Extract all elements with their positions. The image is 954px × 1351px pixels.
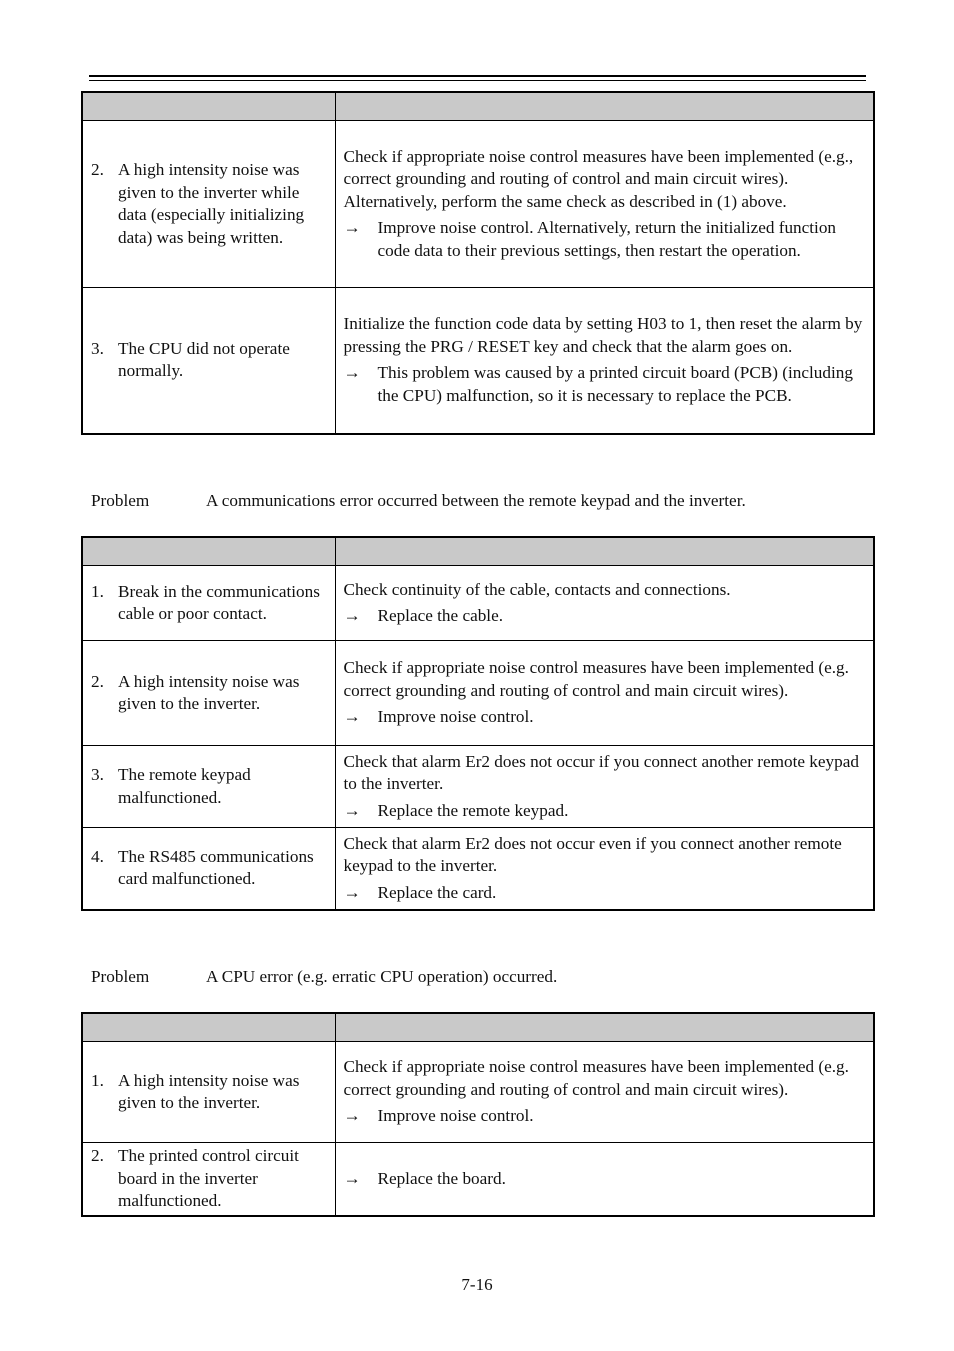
cause-number: 4. xyxy=(91,846,104,866)
header-rule-thin xyxy=(89,80,866,81)
cause-text: A high intensity noise was given to the inverter. xyxy=(118,671,300,713)
problem-text: A CPU error (e.g. erratic CPU operation) occurred. xyxy=(206,967,558,986)
check-text: Check that alarm Er2 does not occur if you connect another remote keypad to the inverter. xyxy=(343,751,859,794)
cause-text: The CPU did not operate normally. xyxy=(118,338,290,381)
cause-check-table-1 xyxy=(81,91,875,435)
action-text: This problem was caused by a printed circuit board (PCB) (including the CPU) malfunction, so it is necessary to replace the PCB. xyxy=(377,363,853,405)
cause-check-table-3 xyxy=(81,1012,875,1217)
table-row xyxy=(82,288,874,434)
cause-cell xyxy=(82,1042,335,1143)
cause-text: The printed control circuit board in the inverter malfunctioned. xyxy=(118,1146,299,1210)
cause-number: 1. xyxy=(91,1070,104,1090)
arrow-icon: → xyxy=(343,882,361,902)
header-cell-cause xyxy=(82,92,335,121)
cause-number: 2. xyxy=(91,160,104,179)
action-text: Improve noise control. xyxy=(377,1106,534,1126)
page-number: 7-16 xyxy=(461,1275,493,1294)
header-cell-check xyxy=(335,1013,874,1042)
table-header-row xyxy=(82,1013,874,1042)
check-cell xyxy=(335,1042,874,1143)
check-cell xyxy=(335,641,874,746)
problem-statement xyxy=(91,967,557,987)
cause-cell xyxy=(82,121,335,288)
cause-number: 3. xyxy=(91,765,104,784)
check-text: Check if appropriate noise control measures have been implemented (e.g. correct grounding and routing of control and main circuit wires). xyxy=(343,1057,849,1099)
action-text: Improve noise control. Alternatively, return the initialized function code data to their previous settings, then restart the operation. xyxy=(377,218,837,260)
problem-statement xyxy=(91,491,746,511)
check-cell xyxy=(335,1143,874,1216)
header-cell-cause xyxy=(82,1013,335,1042)
cause-text: A high intensity noise was given to the inverter while data (especially initializing data) was being written. xyxy=(118,160,305,247)
cause-text: Break in the communications cable or poor contact. xyxy=(118,581,320,623)
header-rule-thick xyxy=(89,75,866,77)
arrow-icon: → xyxy=(343,1168,361,1188)
cause-text: A high intensity noise was given to the inverter. xyxy=(118,1070,300,1112)
action-text: Improve noise control. xyxy=(377,707,534,727)
check-cell xyxy=(335,828,874,910)
cause-cell xyxy=(82,566,335,641)
table-row xyxy=(82,828,874,910)
action-text: Replace the board. xyxy=(377,1168,506,1188)
check-text: Initialize the function code data by setting H03 to 1, then reset the alarm by pressing the PRG / RESET key and check that the alarm goes on. xyxy=(343,314,863,356)
cause-number: 2. xyxy=(91,671,104,691)
check-cell xyxy=(335,566,874,641)
cause-cell xyxy=(82,746,335,828)
check-text: Check continuity of the cable, contacts and connections. xyxy=(343,579,731,599)
table-row xyxy=(82,121,874,288)
check-text: Check if appropriate noise control measures have been implemented (e.g. correct grounding and routing of control and main circuit wires). xyxy=(343,658,849,700)
check-text: Check that alarm Er2 does not occur even if you connect another remote keypad to the inverter. xyxy=(343,833,842,875)
check-text: Check if appropriate noise control measures have been implemented (e.g., correct grounding and routing of control and main circuit wires). Alternatively, perform the same check as described in (1) above. xyxy=(343,146,854,211)
table-row xyxy=(82,1042,874,1143)
action-text: Replace the card. xyxy=(377,882,497,902)
cause-cell xyxy=(82,641,335,746)
cause-cell xyxy=(82,288,335,434)
cause-number: 2. xyxy=(91,1146,104,1165)
cause-number: 3. xyxy=(91,338,104,358)
cause-check-table-2 xyxy=(81,536,875,911)
table-row xyxy=(82,566,874,641)
arrow-icon: → xyxy=(343,707,361,727)
arrow-icon: → xyxy=(343,800,361,820)
problem-label: Problem xyxy=(91,967,150,986)
problem-text: A communications error occurred between the remote keypad and the inverter. xyxy=(206,491,746,510)
table-header-row xyxy=(82,92,874,121)
table-row xyxy=(82,746,874,828)
cause-text: The remote keypad malfunctioned. xyxy=(118,765,251,807)
check-cell xyxy=(335,121,874,288)
table-header-row xyxy=(82,537,874,566)
cause-cell xyxy=(82,1143,335,1216)
check-cell xyxy=(335,746,874,828)
arrow-icon: → xyxy=(343,606,361,625)
cause-text: The RS485 communications card malfunctioned. xyxy=(118,846,314,889)
arrow-icon: → xyxy=(343,218,361,238)
table-row xyxy=(82,641,874,746)
action-text: Replace the cable. xyxy=(377,606,503,625)
header-cell-check xyxy=(335,92,874,121)
cause-cell xyxy=(82,828,335,910)
action-text: Replace the remote keypad. xyxy=(377,800,569,820)
header-cell-cause xyxy=(82,537,335,566)
table-row xyxy=(82,1143,874,1216)
arrow-icon: → xyxy=(343,363,361,383)
problem-label: Problem xyxy=(91,491,150,510)
arrow-icon: → xyxy=(343,1106,361,1126)
check-cell xyxy=(335,288,874,434)
cause-number: 1. xyxy=(91,581,104,601)
header-cell-check xyxy=(335,537,874,566)
